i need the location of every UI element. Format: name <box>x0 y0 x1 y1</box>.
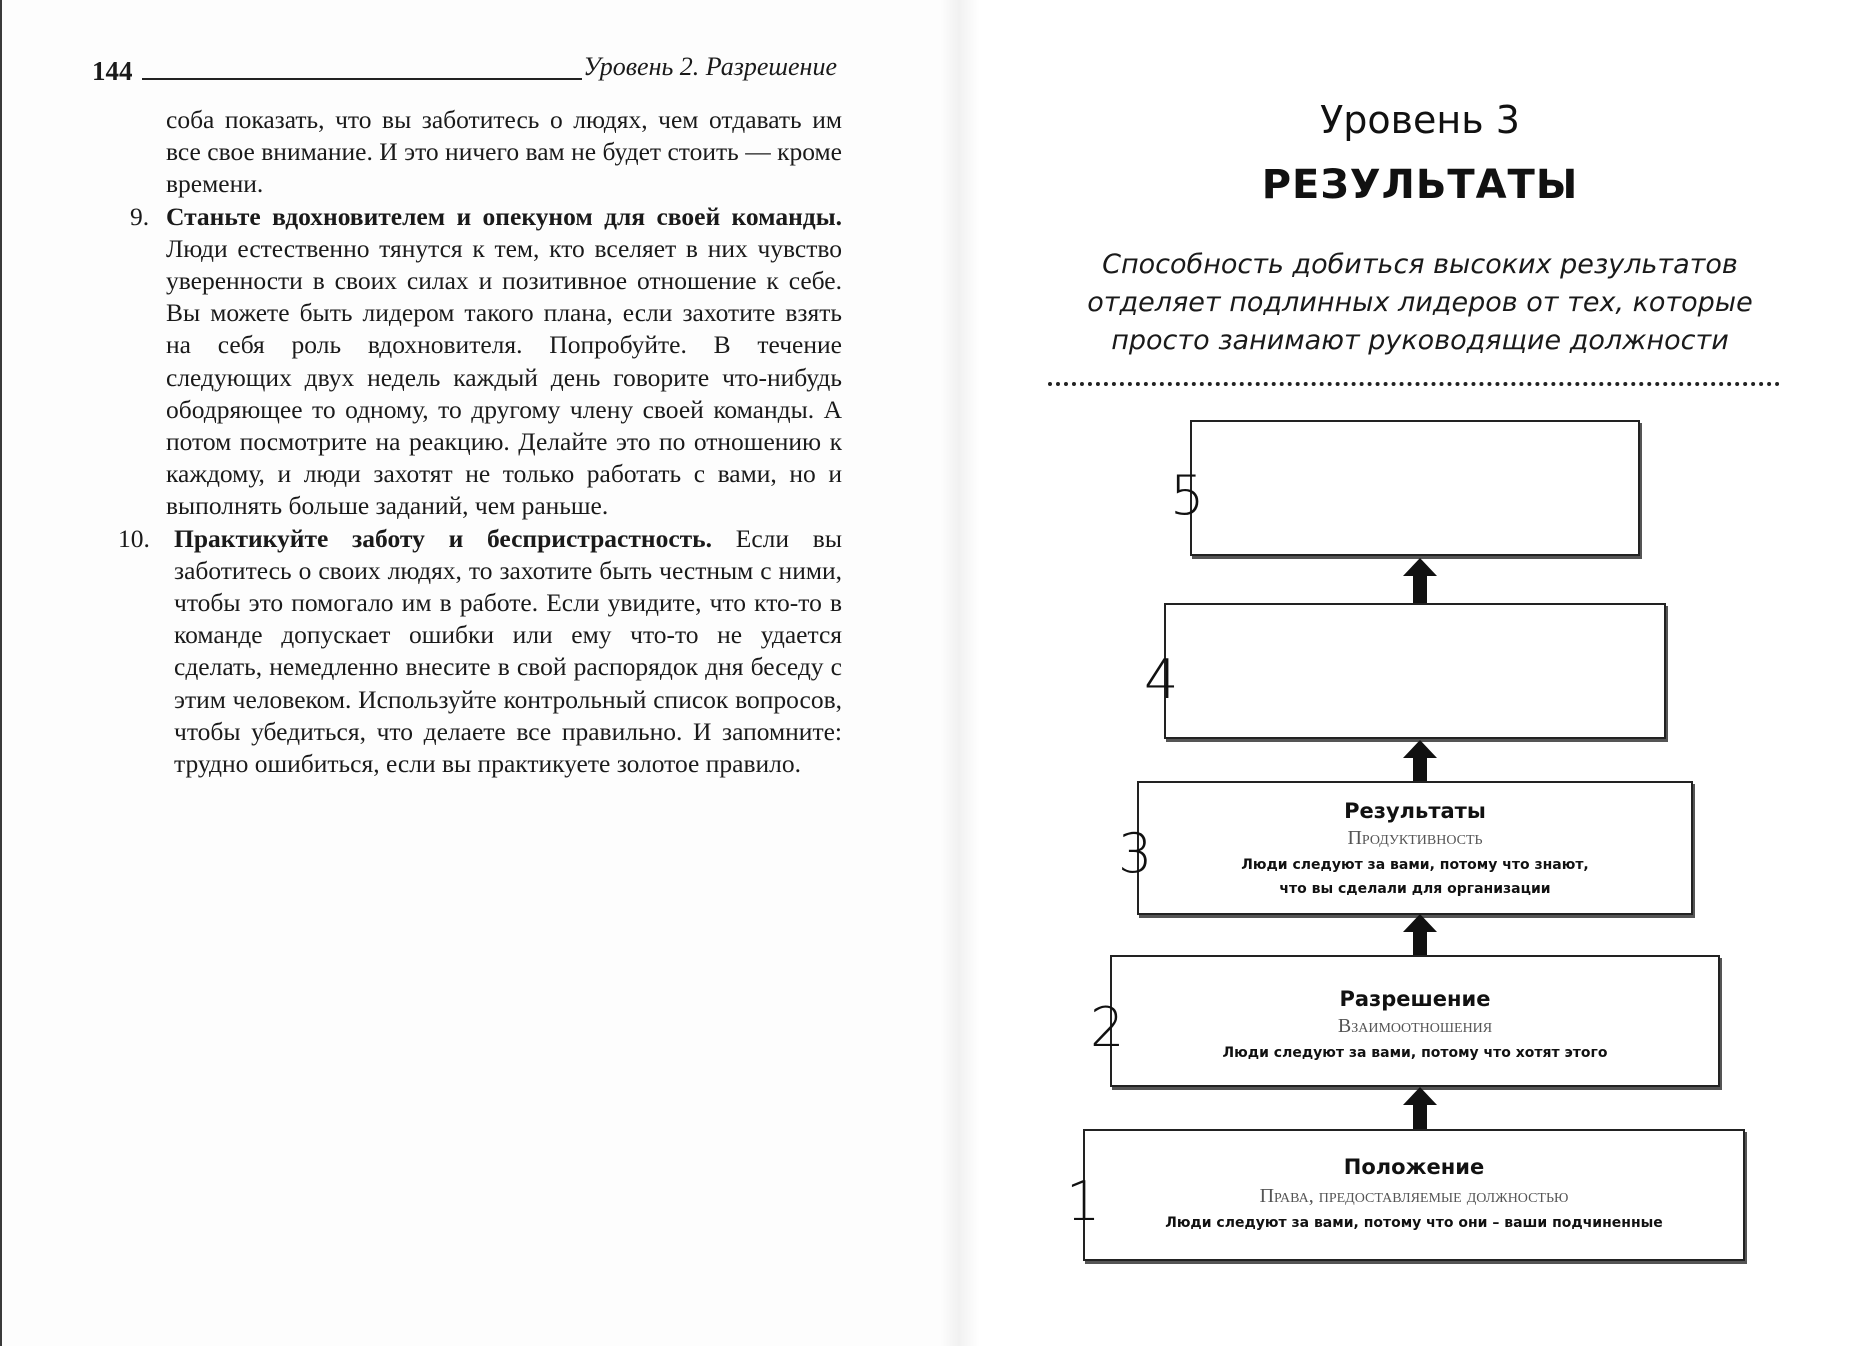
level-title: Уровень 3 <box>1320 98 1520 142</box>
level-2-number: 2 <box>1090 996 1125 1059</box>
level-3-desc-line1: Люди следуют за вами, потому что знают, <box>1241 857 1589 873</box>
header-rule <box>142 78 582 80</box>
level-3-box <box>1137 781 1693 915</box>
level-4-box <box>1164 603 1666 739</box>
level-5-number: 5 <box>1170 464 1205 527</box>
level-2-desc: Люди следуют за вами, потому что хотят этого <box>1222 1045 1608 1061</box>
page-number: 144 <box>92 56 133 86</box>
book-gutter <box>940 0 980 1346</box>
level-2-subtitle: Взаимоотношения <box>1337 1015 1493 1037</box>
chapter-header: Уровень 2. Разрешение <box>583 52 837 81</box>
level-3-desc-line2: что вы сделали для организации <box>1279 881 1551 897</box>
list-bold-lead: Станьте вдохновителем и опекуном для своей команды. <box>166 201 842 231</box>
level-subtitle: Способность добиться высоких результатов отделяет подлинных лидеров от тех, которые просто занимают руководящие должности <box>1087 249 1753 356</box>
body-text <box>118 104 842 780</box>
list-text <box>166 201 842 523</box>
level-2-title: Разрешение <box>1339 987 1491 1011</box>
list-body: Люди естественно тянутся к тем, кто вселяет в них чувство уверенности в своих силах и позитивное отношение к себе. Вы можете быть лидером такого плана, если захотите взять на себя роль вдохновителя. Попробуйте. В течение следующих двух недель каждый день говорите что-нибудь ободряющее то одному, то другому члену своей команды. А потом посмотрите на реакцию. Делайте это по отношению к каждому, и люди захотят не только работать с вами, но и выполнять больше заданий, чем раньше. <box>166 233 842 521</box>
level-2-box <box>1110 955 1720 1087</box>
level-1-box <box>1083 1129 1745 1261</box>
list-text <box>174 523 842 781</box>
level-3-number: 3 <box>1118 822 1153 885</box>
level-3-title: Результаты <box>1344 799 1486 823</box>
list-number: 10. <box>118 523 150 553</box>
paragraph-continuation: соба показать, что вы заботитесь о людях, чем отдавать им все свое внимание. И это ничего вам не будет стоить — кроме времени. <box>166 105 842 199</box>
dotted-divider <box>1048 382 1780 386</box>
level-1-subtitle: Права, предоставляемые должностью <box>1259 1185 1569 1207</box>
list-item-9 <box>130 201 842 523</box>
level-1-desc: Люди следуют за вами, потому что они – ваши подчиненные <box>1165 1215 1663 1231</box>
level-4-number: 4 <box>1144 648 1179 711</box>
level-1-number: 1 <box>1066 1170 1101 1233</box>
up-arrow-icon <box>1403 558 1437 608</box>
level-name: РЕЗУЛЬТАТЫ <box>1261 162 1579 208</box>
list-number: 9. <box>130 201 150 231</box>
level-3-subtitle: Продуктивность <box>1347 827 1483 849</box>
list-bold-lead: Практикуйте заботу и беспристрастность. <box>174 523 713 553</box>
running-header <box>92 50 837 90</box>
list-item-10 <box>118 523 842 781</box>
list-body: Если вы заботитесь о своих людях, то захотите быть честным с ними, чтобы это помогало им в работе. Если увидите, что кто-то в команде допускает ошибки или ему что-то не удается сделать, немедленно внесите в свой распорядок дня беседу с этим человеком. Используйте контрольный список вопросов, чтобы убедиться, что делаете все правильно. И запомните: трудно ошибиться, если вы практикуете золотое правило. <box>174 523 842 779</box>
level-1-title: Положение <box>1343 1155 1485 1179</box>
level-5-box <box>1190 420 1640 556</box>
